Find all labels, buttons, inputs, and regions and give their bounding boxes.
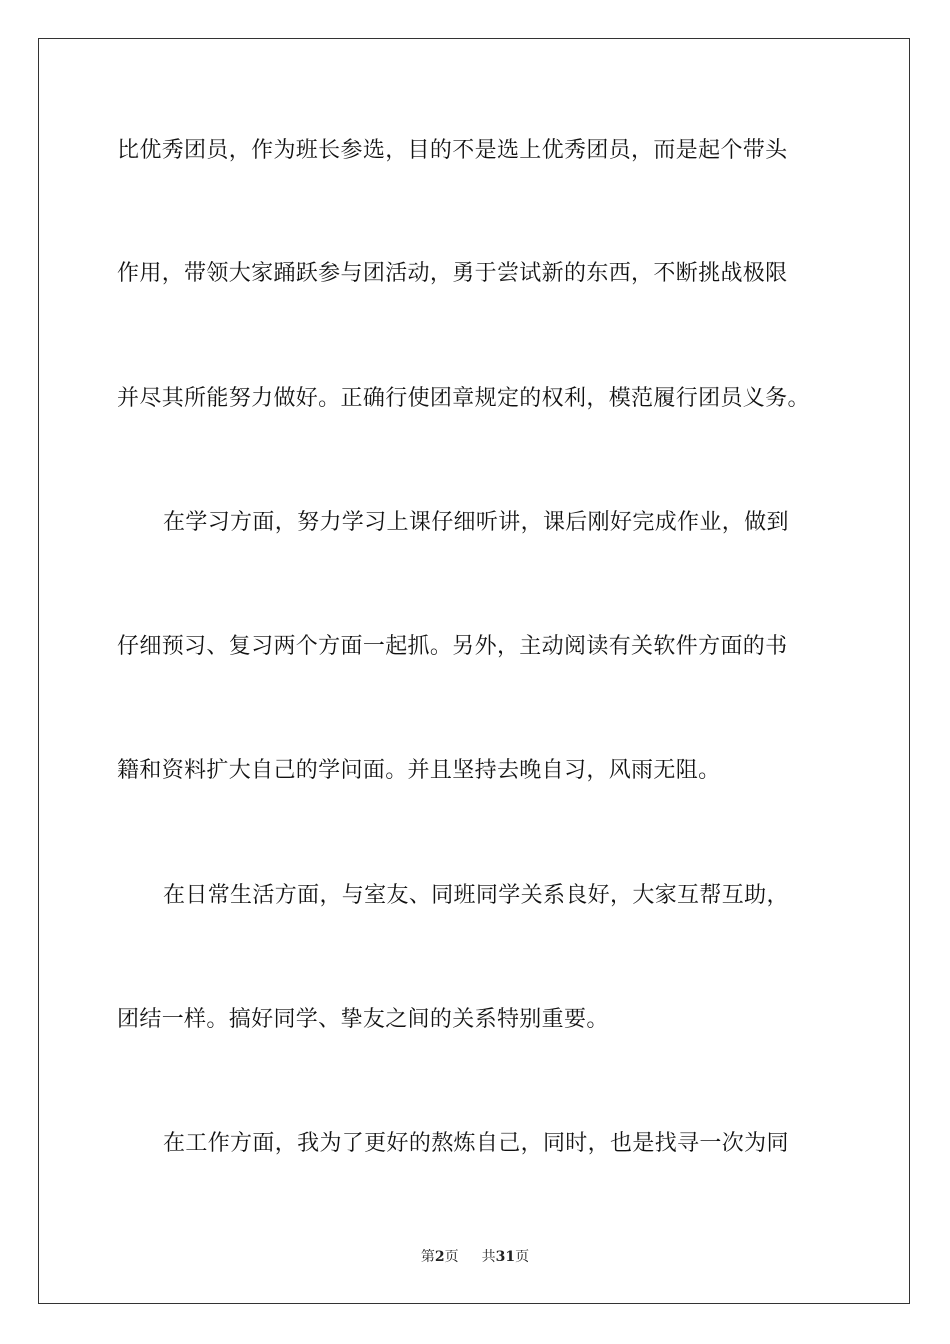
- paragraph-start-line: 在工作方面，我为了更好的熬炼自己，同时，也是找寻一次为同: [163, 1131, 789, 1156]
- body-line: 比优秀团员，作为班长参选，目的不是选上优秀团员，而是起个带头: [117, 138, 788, 163]
- page-border: [38, 38, 910, 1304]
- paragraph-start-line: 在日常生活方面，与室友、同班同学关系良好，大家互帮互助，: [163, 883, 789, 908]
- total-suffix: 页: [515, 1249, 530, 1265]
- page-number-label: [421, 1249, 463, 1265]
- paragraph-start-line: 在学习方面，努力学习上课仔细听讲，课后刚好完成作业，做到: [163, 510, 789, 535]
- body-line: 作用，带领大家踊跃参与团活动，勇于尝试新的东西，不断挑战极限: [117, 261, 788, 286]
- body-line: 团结一样。搞好同学、挚友之间的关系特别重要。: [117, 1007, 609, 1032]
- page-number: 2: [434, 1249, 445, 1265]
- total-pages: 31: [495, 1249, 516, 1265]
- body-line: 并尽其所能努力做好。正确行使团章规定的权利，模范履行团员义务。: [117, 386, 810, 411]
- total-prefix: 共: [481, 1249, 496, 1265]
- page-suffix: 页: [444, 1249, 459, 1265]
- body-line: 仔细预习、复习两个方面一起抓。另外，主动阅读有关软件方面的书: [117, 634, 788, 659]
- body-line: 籍和资料扩大自己的学问面。并且坚持去晚自习，风雨无阻。: [117, 758, 721, 783]
- total-pages-label: [482, 1249, 529, 1265]
- page-prefix: 第: [420, 1249, 435, 1265]
- page-footer: [0, 1247, 950, 1267]
